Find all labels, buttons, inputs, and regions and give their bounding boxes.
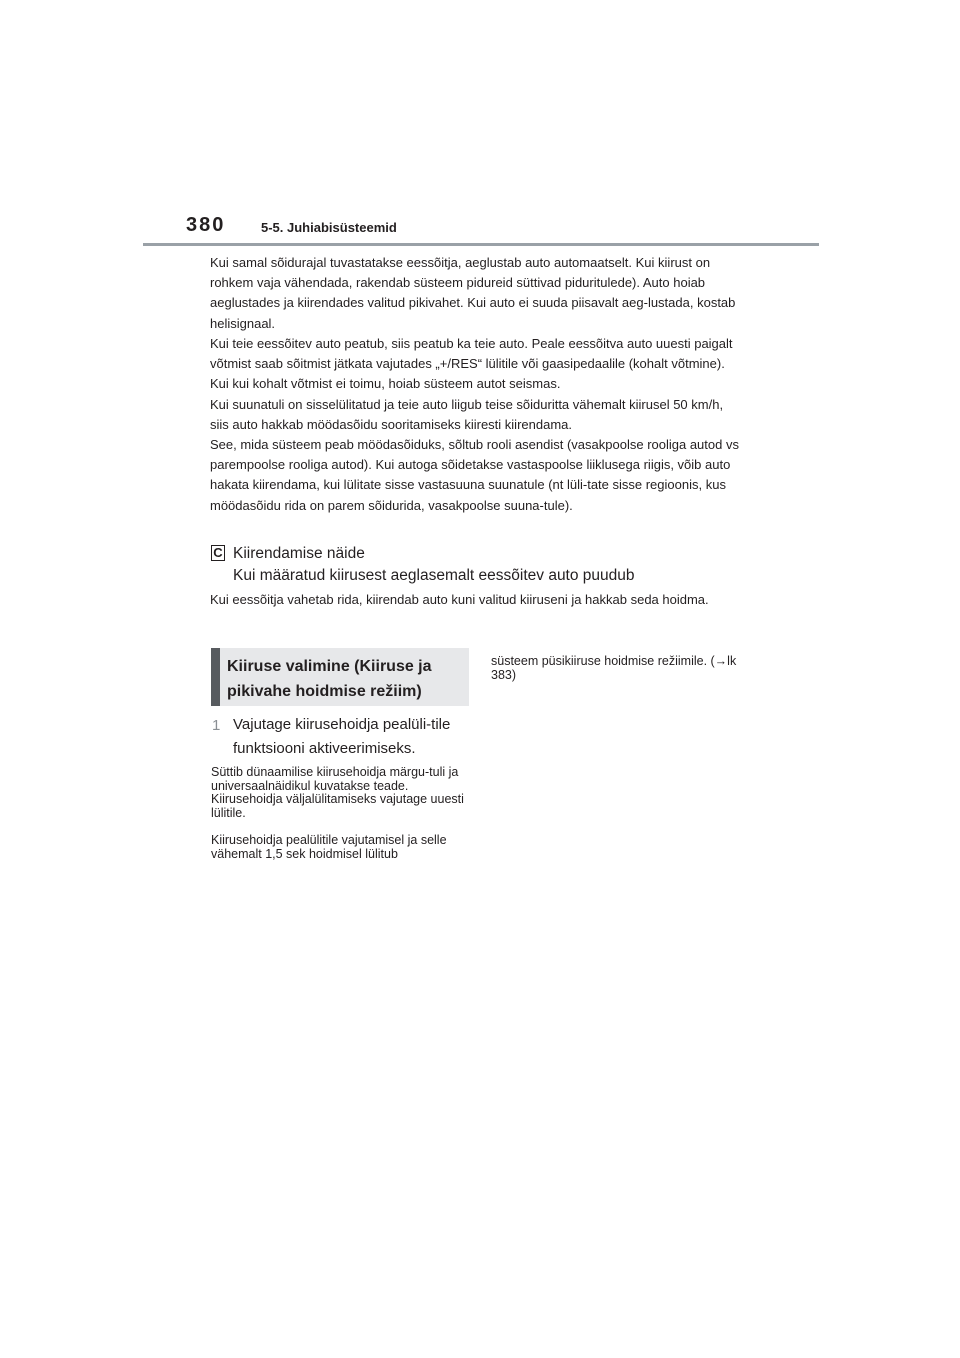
example-title: Kiirendamise näide bbox=[233, 545, 365, 562]
paragraph-stop-and-go: Kui teie eessõitev auto peatub, siis peatub ka teie auto. Peale eessõitva auto uuesti paigalt võtmist saab sõitmist jätkata vajutades „+/RES“ lülitile või gaasipedaalile (kohalt võtmine). Kui kui kohalt võtmist ei toimu, hoiab süsteem autot seismas. bbox=[210, 336, 733, 392]
header-rule bbox=[143, 243, 819, 246]
paragraph-overtake-acceleration: Kui suunatuli on sisselülitatud ja teie auto liigub teise sõiduritta vähemalt kiirusel 50 km/h, siis auto hakkab möödasõidu sooritamiseks kiiresti kiirendama. bbox=[210, 397, 724, 433]
paragraph-steering-side: See, mida süsteem peab möödasõiduks, sõltub rooli asendist (vasakpoolse rooliga autod vs parempoolse rooliga autod). Kui autoga sõidetakse vastaspoolse liiklusega riigis, võib auto hakata kiirendama, kui lülitate sisse vastasuuna suunatule (nt lüli-tate sisse regioonis, kus möödasõidu rida on parem sõidurida, vasakpoolse suuna-tule). bbox=[210, 437, 739, 513]
note-hold-switch: Kiirusehoidja pealülitile vajutamisel ja selle vähemalt 1,5 sek hoidmisel lülitub bbox=[211, 833, 447, 861]
note-indicator: Süttib dünaamilise kiirusehoidja märgu-tuli ja universaalnäidikul kuvatakse teade. Kiirusehoidja väljalülitamiseks vajutage uuesti lülitile. bbox=[211, 765, 464, 820]
example-text: Kui eessõitja vahetab rida, kiirendab auto kuni valitud kiiruseni ja hakkab seda hoidma. bbox=[210, 592, 709, 607]
example-subtitle: Kui määratud kiirusest aeglasemalt eessõitev auto puudub bbox=[233, 567, 635, 584]
right-column-text: süsteem püsikiiruse hoidmise režiimile. (→lk 383) bbox=[491, 654, 737, 682]
page-number: 380 bbox=[186, 214, 226, 236]
paragraph-auto-braking: Kui samal sõidurajal tuvastatakse eessõitja, aeglustab auto automaatselt. Kui kiirust on rohkem vaja vähendada, rakendab süsteem pidureid süttivad piduritulede). Auto hoiab aeglustades ja kiirendades valitud pikivahet. Kui auto ei suuda piisavalt aeg-lustada, kostab helisignaal. bbox=[210, 255, 736, 331]
section-title: 5-5. Juhiabisüsteemid bbox=[261, 220, 397, 235]
speed-selection-heading: Kiiruse valimine (Kiiruse ja pikivahe hoidmise režiim) bbox=[211, 648, 469, 706]
example-marker-box: C bbox=[211, 545, 225, 561]
step-text: Vajutage kiirusehoidja pealüli-tile funktsiooni aktiveerimiseks. bbox=[233, 716, 451, 757]
step-number: 1 bbox=[212, 717, 221, 734]
